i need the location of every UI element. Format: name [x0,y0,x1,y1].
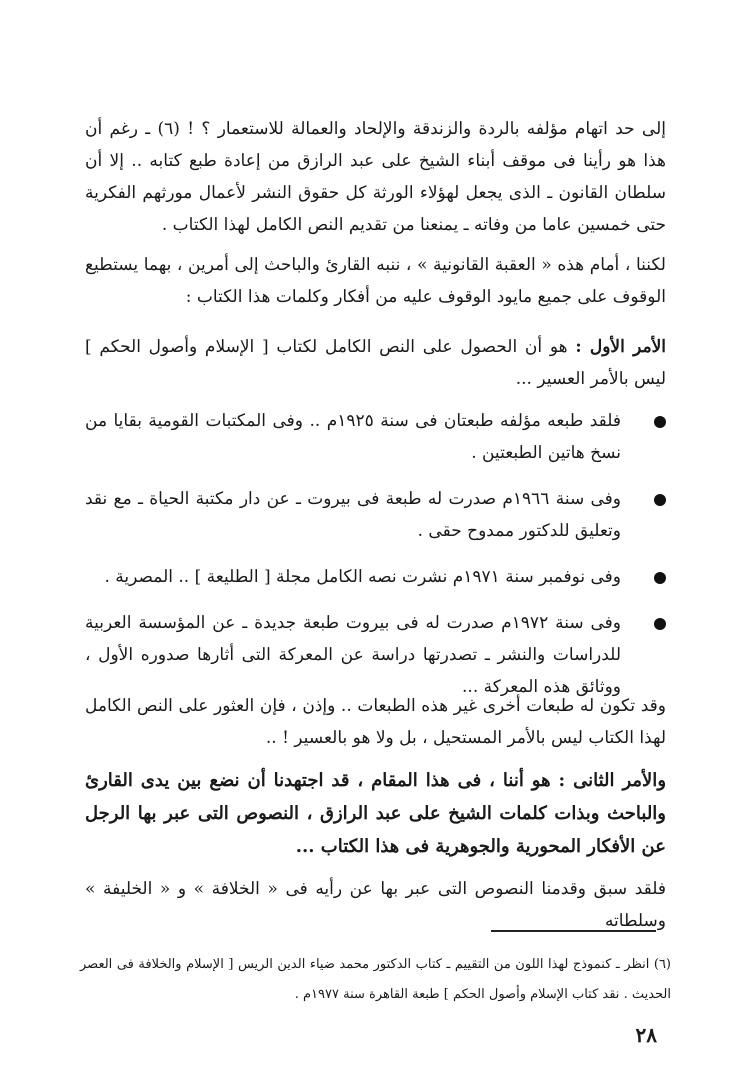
first-matter-heading: الأمر الأول : [575,337,666,357]
list-item [85,483,666,547]
paragraph-1: إلى حد اتهام مؤلفه بالردة والزندقة والإلحاد والعمالة للاستعمار ؟ ! (٦) ـ رغم أن هذا هو رأينا فى موقف أبناء الشيخ على عبد الرازق من إعادة طبع كتابه .. إلا أن سلطان القانون ـ الذى يجعل لهؤلاء الورثة كل حقوق النشر لأعمال مورثهم الفكرية حتى خمسين عاما من وفاته ـ يمنعنا من تقديم النص الكامل لهذا الكتاب . [85,119,666,235]
list-item-text: فلقد طبعه مؤلفه طبعتان فى سنة ١٩٢٥م .. وفى المكتبات القومية بقايا من نسخ هاتين الطبعتين . [85,411,621,463]
footnote: (٦) انظر ـ كنموذج لهذا اللون من التقييم ـ كتاب الدكتور محمد ضياء الدين الريس [ الإسلام والخلافة فى العصر الحديث . نقد كتاب الإسلام وأصول الحكم ] طبعة القاهرة سنة ١٩٧٧م . [80,957,671,1002]
list-item-text: وفى نوفمبر سنة ١٩٧١م نشرت نصه الكامل مجلة [ الطليعة ] .. المصرية . [104,567,621,587]
paragraph-6: فلقد سبق وقدمنا النصوص التى عبر بها عن رأيه فى « الخلافة » و « الخليفة » وسلطاته [85,879,666,931]
bullet-icon [654,618,666,630]
bullet-icon [654,572,666,584]
paragraph-second-matter [85,764,666,863]
second-matter-heading: والأمر الثانى : [558,770,667,791]
page-number: ٢٨ [635,1023,657,1047]
second-matter-text: هو أننا ، فى هذا المقام ، قد اجتهدنا أن نضع بين يدى القارئ والباحث وبذات كلمات الشيخ على عبد الرازق ، النصوص التى عبر بها الرجل عن الأفكار المحورية والجوهرية فى هذا الكتاب ... [85,770,666,857]
paragraph-4: وقد تكون له طبعات أخرى غير هذه الطبعات .. وإذن ، فإن العثور على النص الكامل لهذا الكتاب ليس بالأمر المستحيل ، بل ولا هو بالعسير ! .. [85,696,666,748]
list-item-text: وفى سنة ١٩٦٦م صدرت له طبعة فى بيروت ـ عن دار مكتبة الحياة ـ مع نقد وتعليق للدكتور ممدوح حقى . [85,489,621,541]
bullet-icon [654,494,666,506]
bullet-icon [654,416,666,428]
paragraph-2: لكننا ، أمام هذه « العقبة القانونية » ، ننبه القارئ والباحث إلى أمرين ، بهما يستطيع الوقوف على جميع مايود الوقوف عليه من أفكار وكلمات هذا الكتاب : [85,255,666,307]
first-matter-text: هو أن الحصول على النص الكامل لكتاب [ الإسلام وأصول الحكم ] ليس بالأمر العسير ... [85,337,666,389]
body-text-bottom [85,690,666,937]
list-item [85,607,666,703]
editions-list [85,405,666,703]
list-item [85,405,666,469]
list-item-text: وفى سنة ١٩٧٢م صدرت له فى بيروت طبعة جديدة ـ عن المؤسسة العربية للدراسات والنشر ـ تصدرتها دراسة عن المعركة التى أثارها صدوره الأول ، ووثائق هذه المعركة ... [85,613,621,697]
list-item [85,561,666,593]
footnote-divider [491,930,656,932]
paragraph-first-matter [85,331,666,395]
body-text-top [85,113,666,395]
